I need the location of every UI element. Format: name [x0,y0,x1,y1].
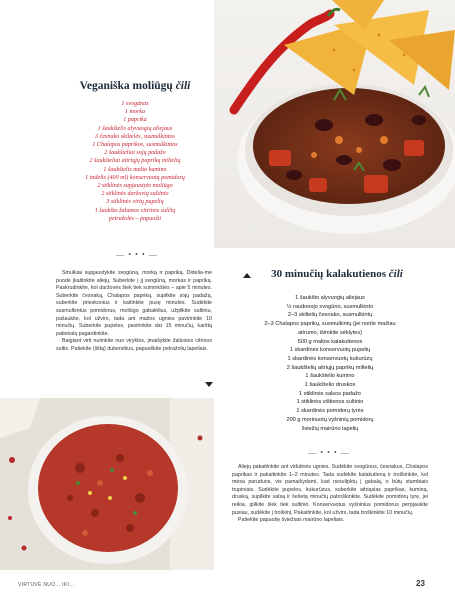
ingredient-item: 1 šaukšto alyvuogių aliejaus [295,295,365,301]
recipe-title-turkey-chili: 30 minučių kalakutienos čili [271,268,403,280]
recipe-instructions-vegan [56,270,212,354]
instruction-paragraph: Aliejų pakaitinkite ant vidutinės ugnies. Sudėkite svogūnus, česnakus, Chalapos paprikas ir pakaitinkite 1–2 minutes. Tada sudėkite kalakutieną ir troškinkite, kol mėsa paruduos, vis pamaišydami, kad nesulipktų į gabalą, o būtų stambiais trupiniais. Sudėkite pupeles, kukurūzus, suberkite aitriąsias paprikas, kuminą, druską, supilkite salsą ir šešetą minučių patroškinkite. Sudėkite pomidorų tyrę, jei reikia, įpilkite šiek tiek sultinio. Konservuotus vyšninius pomidorus perpjaukite pusiau, sudėkite į troškinį. Pakaitinkite, kol užvirs, tada troškinkite 10 minučių. [232,464,428,516]
ingredient-item: 1 šaukštelis malto kumino [103,166,167,173]
ingredient-item: 1 paprika [123,117,147,124]
instruction-paragraph: Smulkiai supjaustykite svogūną, morką ir papriką. Didelia-me puode įkaitinkite aliejų. Suberkite į jį svogūną, morkas ir papriką. Paskrudinkite, kol daržovės šiek tiek suminkštės – apie 5 minutes. Suberkite česnaką, Chalapos papriką, supilkite sojų padažą, suberkite prieskonius ir kaitinkite pusę minutės. Sudėkite susmulkintus pomidorus, moliūgo gabalėlius, užpilkite sultiniu, pašaukite, kol užvirs, tada ant mažos ugnies pavirinkite 10 minučių. Suberkite pupeles, pavirinkite dar 15 minučių, karštą patiekalą pagardinkite. [56,270,212,337]
ingredient-item: 200 g morinuotų vyšninių pomidorų [286,416,374,423]
recipe-instructions-turkey [232,464,428,525]
ingredient-item: aitrumo, išimkite sėklytes) [297,329,363,336]
ingredient-item: 1 Chalapos paprikos, susmulkintos [92,142,178,149]
ingredient-item: šviežių mairūno lapelių [301,425,359,432]
ingredient-item: 1 šaukšto žalumos citrinos sulčių [94,207,176,214]
chili-bowl-illustration [214,0,455,248]
ingredient-item: 2 šaukštelių aitriųjų paprikų miltelių [286,364,374,371]
ingredient-item: 2–3 skiltelių česnako, susmulkintų [287,312,373,319]
turkey-chili-photo [0,398,214,570]
triangle-up-icon [243,273,251,278]
instruction-paragraph: Patiekite papuošę šviežiais mairūno lapeliais. [238,517,345,524]
ingredient-list-vegan [60,100,210,223]
ingredient-item: 2 stiklinės supjaustyto moliūgo [97,183,173,190]
section-divider: — • • • — [308,448,350,457]
ingredient-item: 1 skardinės pomidorų tyrės [296,408,364,415]
recipe-title-vegan-chili: Veganiška moliūgų čili [79,80,191,92]
ingredient-item: 1 skardinės konservuotų pupelių [289,347,371,354]
ingredient-item: petražolės – papuošti [108,215,162,222]
ingredient-item: 3 stiklinės virtų pupelių [106,199,164,206]
section-divider: — • • • — [116,250,158,259]
triangle-down-icon [205,382,213,387]
ingredient-item: 1 svogūnas [121,101,149,107]
turkey-chili-illustration [0,398,214,570]
ingredient-item: 1 skardinės konservuotų kukurūzų [287,355,373,362]
ingredient-item: 1 šaukštelio druskos [304,382,356,389]
ingredient-item: 1 šaukštelio kumino [305,373,355,380]
ingredient-item: 2–3 Chalapos paprikų, susmulkintų (jei norite mažiau [264,321,396,328]
ingredient-item: 3 česnako skiltelės, susmulkintos [95,133,175,140]
ingredient-item: 1 stiklinės vištienos sultinio [296,399,364,406]
page-number: 23 [416,579,425,588]
ingredient-item: 1 stiklinės salsos padažo [299,390,361,397]
ingredient-item: 1 indelis (400 ml) konservuotų pomidorų [85,174,185,181]
ingredient-list-turkey [232,294,428,433]
ingredient-item: 500 g maltos kalakutienos [297,338,363,345]
ingredient-item: 1 šaukštelis alyvuogių aliejaus [97,125,173,132]
ingredient-item: 2 šaukšteliai sojų padažo [104,150,166,157]
ingredient-item: 2 stiklinės daržovių sultinio [101,191,169,198]
ingredient-item: ½ raudonojo svogūno, susmulkinto [286,303,374,310]
ingredient-item: 1 morka [124,109,146,116]
instruction-paragraph: Baigiant virti nuimkite nuo viryklės, įmaišykite žaliosios citrinos sultis. Patiekite (šiltą) dubenėlius, papuoškite petražolių lapeliais. [56,338,212,352]
ingredient-item: 2 šaukšteliai aitriųjų paprikų miltelių [89,158,181,165]
chili-bowl-photo [214,0,455,248]
magazine-footer-title: VIRTUVĖ NUO... IKI... [18,582,75,588]
